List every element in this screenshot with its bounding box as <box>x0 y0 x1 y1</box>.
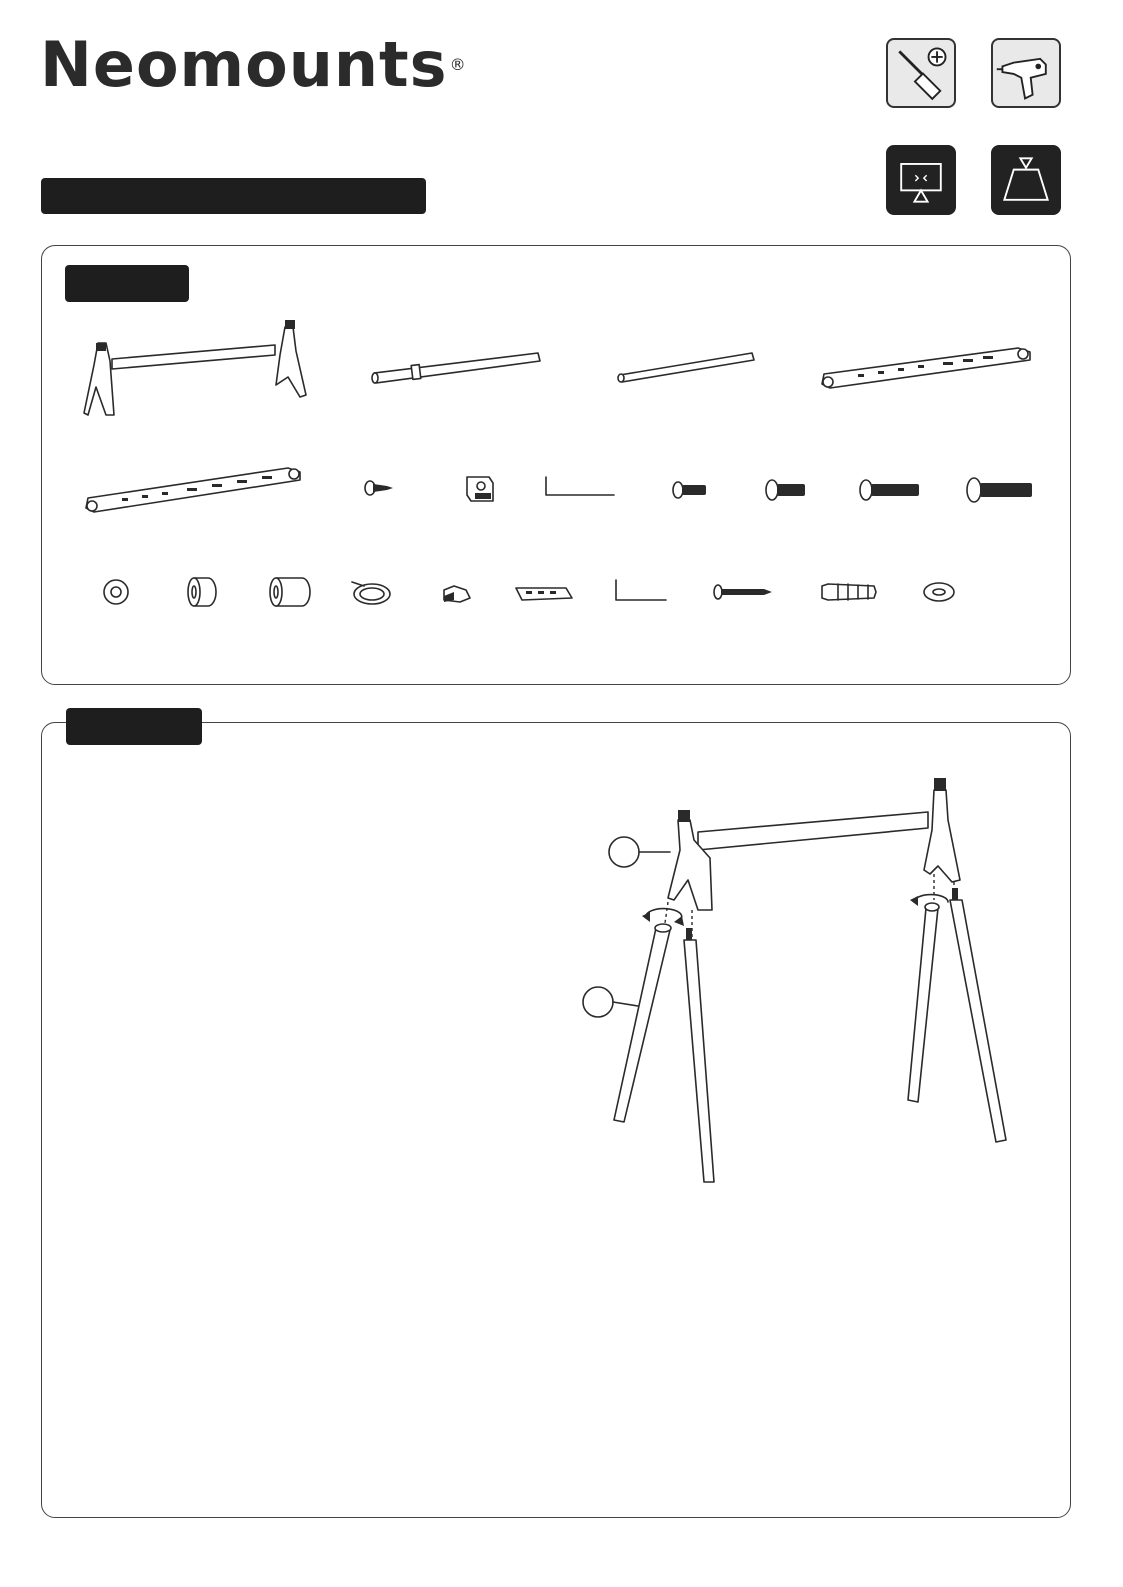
flat-washer-icon <box>920 580 958 604</box>
large-hex-key-icon <box>542 473 618 501</box>
small-spacer-icon <box>186 574 218 610</box>
callout-circle-icon <box>609 837 639 867</box>
screwdriver-icon <box>886 38 956 108</box>
bolt-m6-icon <box>857 476 923 504</box>
clip-icon <box>463 473 501 505</box>
step-tab <box>66 708 202 745</box>
bolt-m8-icon <box>964 474 1036 506</box>
title-bar <box>41 178 426 214</box>
cable-tie-icon <box>348 576 396 610</box>
bolt-m4-icon <box>670 478 710 502</box>
drill-icon <box>991 38 1061 108</box>
brand-logo-text: Neomounts <box>40 28 448 101</box>
weight-capacity-icon <box>991 145 1061 215</box>
large-spacer-icon <box>268 574 312 610</box>
short-pole-icon <box>612 345 762 390</box>
bolt-m5-icon <box>763 476 809 504</box>
wood-screw-icon <box>363 478 395 500</box>
callout-circle-icon <box>583 987 613 1017</box>
cable-clip-icon <box>440 580 474 606</box>
registered-mark: ® <box>449 55 467 74</box>
plate-icon <box>512 578 576 608</box>
long-mounting-strip-icon <box>818 338 1038 396</box>
small-hex-key-icon <box>612 576 670 606</box>
washer-icon <box>100 576 132 608</box>
brand-logo <box>40 30 467 100</box>
wall-plug-icon <box>818 577 880 607</box>
base-frame-icon <box>80 315 315 425</box>
monitor-mount-icon <box>886 145 956 215</box>
parts-tab <box>65 265 189 302</box>
long-pole-icon <box>368 345 548 390</box>
assembly-illustration <box>570 770 1030 1200</box>
long-screw-icon <box>710 580 776 604</box>
short-mounting-strip-icon <box>82 460 307 518</box>
